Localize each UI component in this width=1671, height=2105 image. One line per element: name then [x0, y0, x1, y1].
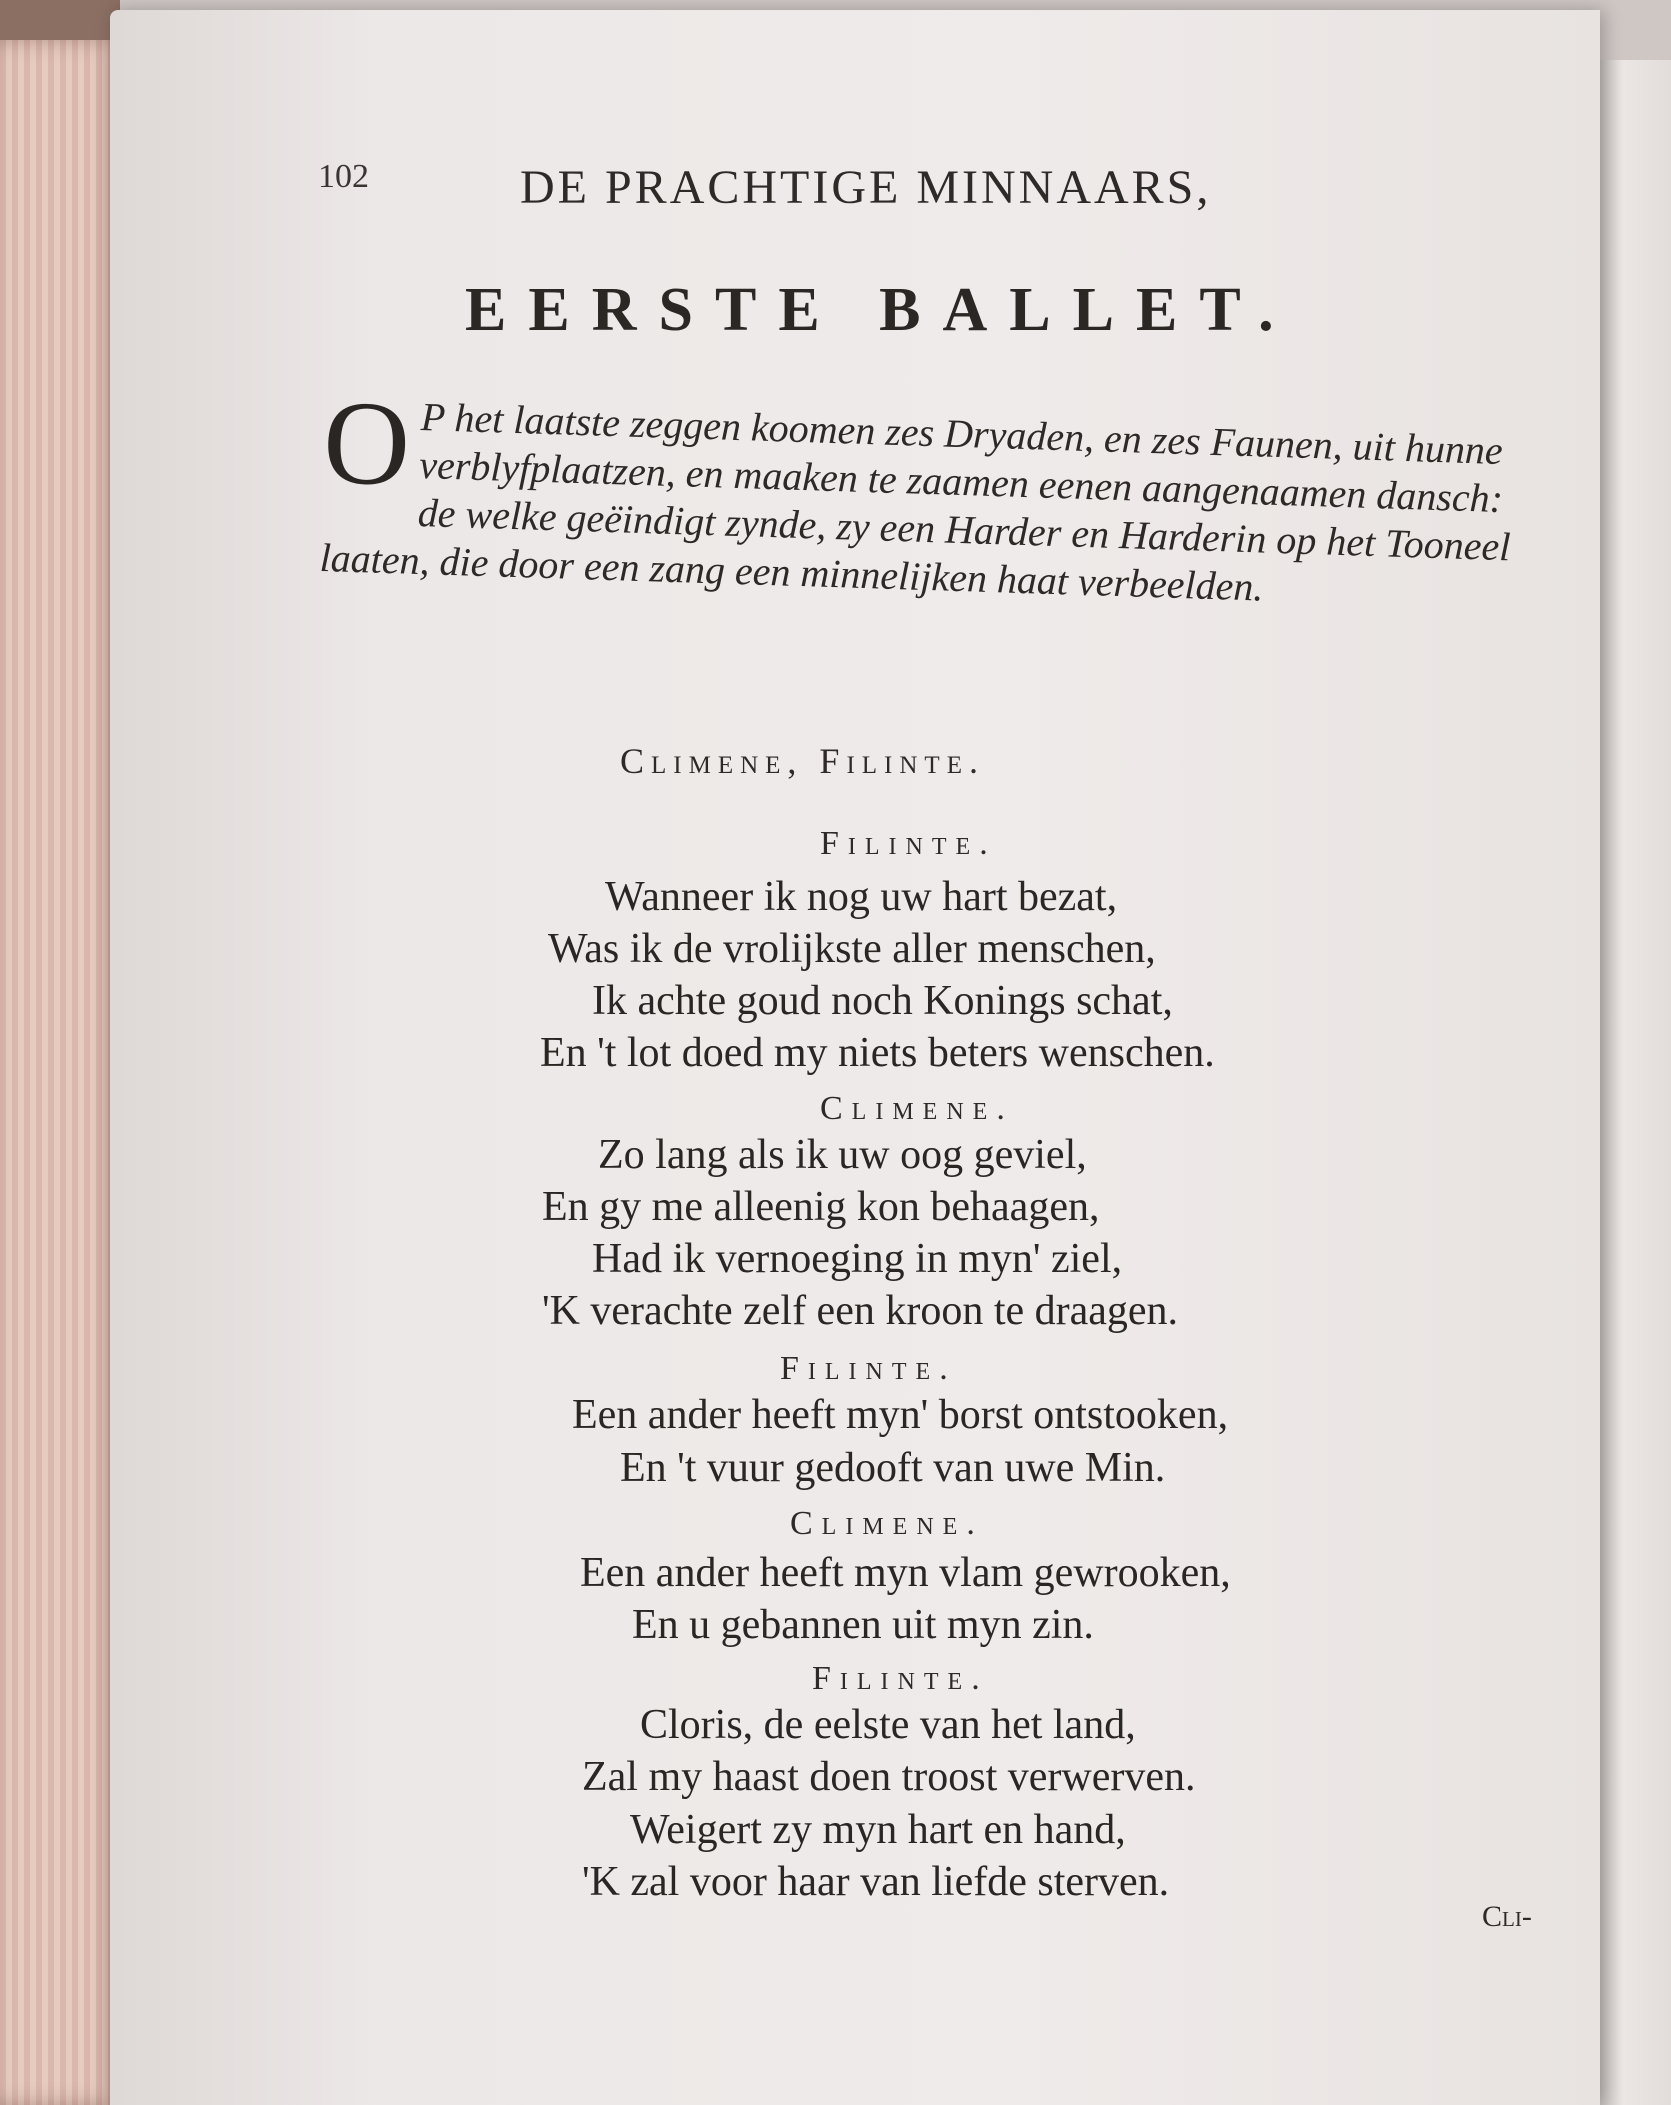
verse-line: 'K zal voor haar van liefde sterven.	[582, 1859, 1170, 1905]
section-title: EERSTE BALLET.	[465, 276, 1296, 344]
book-spine-top	[0, 0, 120, 45]
verse-line: Had ik vernoeging in myn' ziel,	[592, 1236, 1123, 1282]
speaker-label: Climene.	[790, 1505, 984, 1542]
verse-line: En u gebannen uit myn zin.	[632, 1602, 1094, 1648]
running-head: DE PRACHTIGE MINNAARS,	[520, 161, 1212, 214]
verse-line: Zo lang als ik uw oog geviel,	[598, 1132, 1087, 1178]
verse-line: Een ander heeft myn vlam gewrooken,	[580, 1550, 1231, 1596]
verse-line: Was ik de vrolijkste aller menschen,	[548, 926, 1156, 972]
facing-page-edge	[1589, 60, 1671, 2105]
speaker-label: Filinte.	[812, 1660, 989, 1697]
verse-line: 'K verachte zelf een kroon te draagen.	[542, 1288, 1179, 1334]
verse-line: Ik achte goud noch Konings schat,	[592, 978, 1173, 1024]
verse-line: Cloris, de eelste van het land,	[640, 1702, 1136, 1748]
drop-cap: O	[321, 375, 413, 511]
verse-line: Een ander heeft myn' borst ontstooken,	[572, 1392, 1229, 1438]
verse-line: Wanneer ik nog uw hart bezat,	[605, 874, 1118, 920]
verse-line: Weigert zy myn hart en hand,	[630, 1807, 1126, 1853]
intro-paragraph	[319, 375, 1524, 620]
intro-text: P het laatste zeggen koomen zes Dryaden, en zes Faunen, uit hunne verblyfplaatzen, en maaken te zaamen eenen aangenaamen dansch: de welke geëindigt zynde, zy een Harder en Harderin op het Tooneel laaten, die door een zang een minnelijken haat verbeelden.	[319, 394, 1512, 610]
verse-line: En 't lot doed my niets beters wenschen.	[540, 1030, 1215, 1076]
speakers-heading: Climene, Filinte.	[620, 741, 985, 781]
catchword: Cli-	[1482, 1900, 1532, 1933]
speaker-label: Climene.	[820, 1090, 1014, 1127]
verse-line: En 't vuur gedooft van uwe Min.	[620, 1445, 1166, 1491]
page-number: 102	[318, 158, 369, 195]
speaker-label: Filinte.	[820, 825, 997, 862]
verse-line: En gy me alleenig kon behaagen,	[542, 1184, 1100, 1230]
verse-line: Zal my haast doen troost verwerven.	[582, 1754, 1196, 1800]
speaker-label: Filinte.	[780, 1350, 957, 1387]
book-binding-edge	[0, 40, 120, 2105]
